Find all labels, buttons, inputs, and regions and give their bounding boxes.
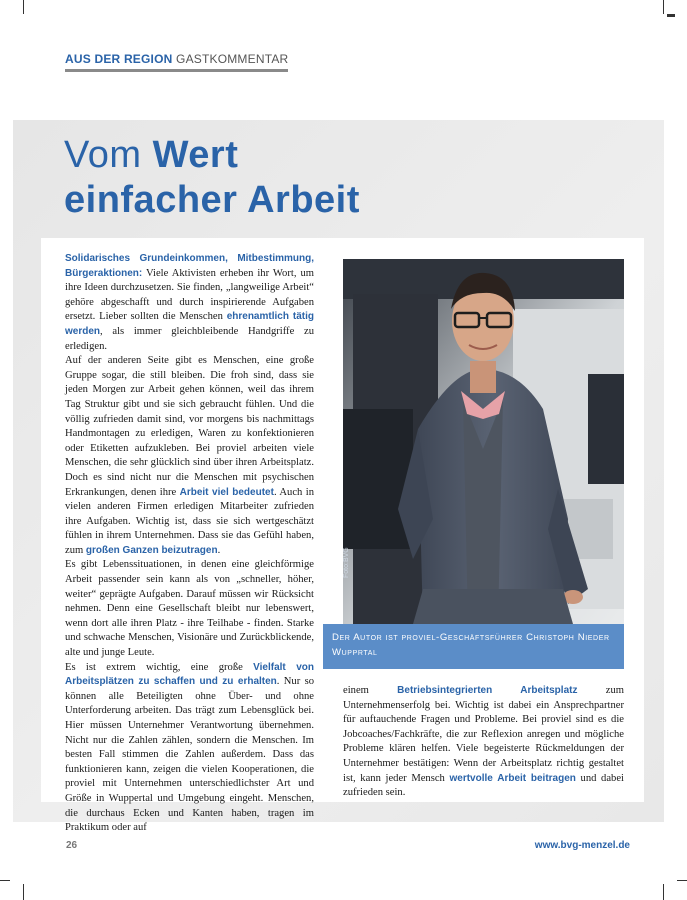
paragraph xyxy=(65,252,314,354)
crop-mark xyxy=(677,880,687,881)
crop-mark xyxy=(667,14,675,17)
title-part-2: Wert xyxy=(152,134,239,176)
crop-mark xyxy=(0,880,10,881)
highlight-phrase: wertvolle Arbeit beitragen xyxy=(449,772,576,784)
paragraph-text: . Nur so können alle Beteiligten ohne Über- und ohne Unterforderung arbeiten. Das trägt zum Lebensglück bei. Hier müssen Unternehmer Verantwortung übernehmen. Nicht nur die Zahlen zählen, sondern die Menschen. Im besten Fall stimmen die Zahlen außerdem. Dass das funktionieren kann, zeigen die vielen Kooperationen, die proviel mit Unternehmen unterschiedlichster Art und Größe in Wuppertal und Umgebung eingeht. Menschen, die durchaus Ecken und Kanten haben, tragen im Praktikum oder auf xyxy=(65,676,315,834)
author-portrait-image xyxy=(343,259,624,624)
paragraph-text: Es gibt Lebenssituationen, in denen eine gleichförmige Arbeit passender sein kann als von „schneller, höher, weiter“ geprägte Aufgaben. Darauf müssen wir Rücksicht nehmen. Denn eine Gesellschaft bleibt nur lebenswert, wenn dort alle ihren Platz - ihre Teilhabe - finden. Starke und schwache Menschen, Visionäre und Zurückblickende, alte und junge Leute. xyxy=(65,559,314,659)
paragraph xyxy=(65,661,314,836)
highlight-phrase: Solidarisches Grundeinkommen, Mitbestimmung, Bürgeraktionen: xyxy=(65,253,314,279)
author-photo xyxy=(343,259,624,624)
paragraph xyxy=(65,354,314,558)
article-column-left xyxy=(65,252,314,836)
paragraph-text: . xyxy=(217,544,221,556)
highlight-phrase: Vielfalt von Arbeitsplätzen zu schaffen und zu erhalten xyxy=(65,661,314,688)
paragraph-text: . Auch in vielen anderen Firmen erledigen Mitarbeiter zufrieden ihre Aufgaben. Wichtig ist, dass sie sich wertgeschätzt fühlen in ihrem Unternehmen. Dass sie das Gefühl haben, zum xyxy=(65,486,314,556)
paragraph-text: einem xyxy=(343,685,398,696)
paragraph xyxy=(65,558,314,660)
section-label xyxy=(65,52,288,72)
crop-mark xyxy=(663,884,664,900)
crop-mark xyxy=(23,0,24,14)
article-title xyxy=(64,133,360,223)
crop-mark xyxy=(663,0,664,14)
paragraph-text: Es ist extrem wichtig, eine große xyxy=(65,661,254,673)
highlight-phrase: großen Ganzen beizutragen xyxy=(85,544,218,556)
section-region: AUS DER REGION xyxy=(65,52,173,66)
paragraph-text: und dabei zufrieden sein. xyxy=(343,772,624,799)
paragraph-text: Auf der anderen Seite gibt es Menschen, eine große Gruppe sogar, die still bleiben. Die froh sind, dass sie jeden Morgen zur Arbeit gehen können, weil das ihrem Tag Struktur gibt und sie sich gebraucht fühlen. Und die völlig zufrieden damit sind, vor morgens bis nachmittags Handmontagen zu erledigen, Waren zu konfektionieren oder Etiketten aufzukleben. Bei proviel arbeiten viele Menschen, die sehr glücklich sind über ihren Arbeitsplatz. Doch es sind nicht nur die Menschen mit psychischen Erkrankungen, denen ihre xyxy=(65,355,314,498)
photo-caption: Der Autor ist proviel-Geschäftsführer Christoph Nieder Wupprtal xyxy=(323,624,624,669)
paragraph-text: Viele Aktivisten erheben ihr Wort, um ihre Ideen durchzusetzen. Sie finden, „langweilige Arbeit“ gehöre abgeschafft und durch inspirierende Aufgaben ersetzt. Lieber sollten die Menschen xyxy=(65,267,314,323)
paragraph-text: zum Unternehmenserfolg bei. Wichtig ist dabei ein Ansprechpartner für auftauchende Fragen und Probleme. Bei proviel sind es die Jobcoaches/Fachkräfte, die zur Reflexion anregen und mögliche Probleme klären helfen. Viele begeisterte Rückmeldungen der Unternehmer bestätigen: Wenn der Arbeitsplatz richtig gestaltet ist, kann jeder Mensch xyxy=(343,685,624,784)
page-number: 26 xyxy=(66,840,78,851)
highlight-phrase: Arbeit viel bedeutet xyxy=(179,486,274,498)
highlight-phrase: Betriebsintegrierten Arbeitsplatz xyxy=(397,685,578,696)
section-kind: GASTKOMMENTAR xyxy=(176,52,289,66)
title-line-2: einfacher Arbeit xyxy=(64,179,360,221)
paragraph-text: , als immer gleichbleibende Handgriffe zu erledigen. xyxy=(65,325,314,352)
highlight-phrase: ehrenamtlich tätig werden xyxy=(65,311,314,337)
article-column-right xyxy=(343,684,624,801)
paragraph xyxy=(343,684,624,801)
footer-url[interactable]: www.bvg-menzel.de xyxy=(534,840,630,851)
title-part-1: Vom xyxy=(64,134,142,176)
photo-credit: Foto:BVG xyxy=(343,547,350,578)
crop-mark xyxy=(23,884,24,900)
